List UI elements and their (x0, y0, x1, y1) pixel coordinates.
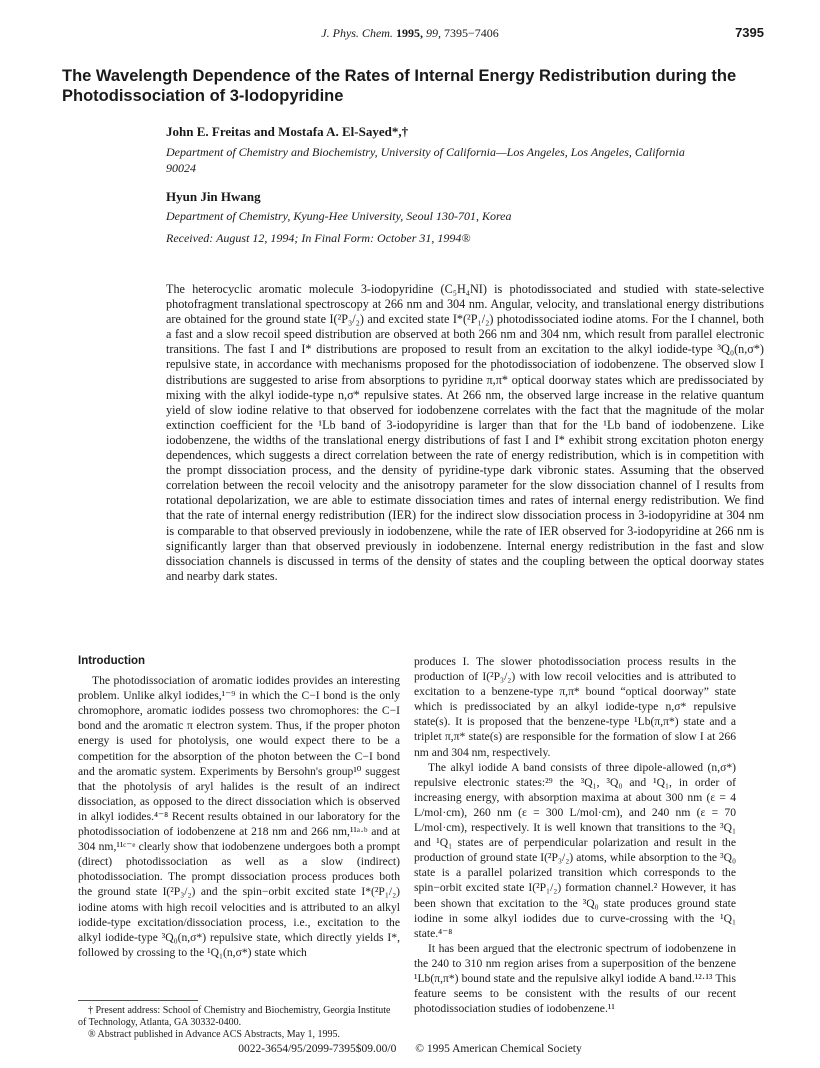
journal-name: J. Phys. Chem. (321, 26, 393, 40)
paragraph: The photodissociation of aromatic iodides provides an interesting problem. Unlike alkyl iodides,¹⁻⁹ in which the C−I bond is the only chromophore, aromatic iodides possess two chromophores: the C−I bond and the aromatic π electron system. Thus, if the proper photon energy is used for photolysis, one would expect there to be a competition for the absorption of the photon between the C−I bond and the aromatic system. Experiments by Bersohn's group¹⁰ suggest that the photolysis of aryl halides is the result of an indirect dissociation, as opposed to the direct dissociation which is observed in alkyl iodides.⁴⁻⁸ Recent results obtained in our laboratory for the photodissociation of iodobenzene at 218 nm and 266 nm,¹¹ᵃ·ᵇ and at 304 nm,¹¹ᶜ⁻ᵉ clearly show that iodobenzene undergoes both a prompt (direct) photodissociation as well as a slow (indirect) photodissociation. The prompt dissociation process produces both the ground state I(²P₃/₂) and the spin−orbit excited state I*(²P₁/₂) iodine atoms with high recoil velocities and is attributed to an alkyl iodide-type excitation/dissociation process, i.e., excitation to the alkyl iodide-type ³Q₀(n,σ*) repulsive state, which directly yields I*, followed by crossing to the ¹Q₁(n,σ*) state which (78, 674, 400, 959)
right-column (414, 654, 736, 1016)
received-dates: Received: August 12, 1994; In Final Form: October 31, 1994® (166, 231, 471, 245)
journal-pages: 7395−7406 (443, 26, 499, 40)
copyright: © 1995 American Chemical Society (415, 1043, 582, 1055)
abstract: The heterocyclic aromatic molecule 3-iodopyridine (C₅H₄NI) is photodissociated and studied with state-selective photofragment translational spectroscopy at 266 nm and 304 nm. Angular, velocity, and translational energy distributions are obtained for the ground state I(²P₃/₂) and excited state I*(²P₁/₂) photodissociated iodine atoms. For the I channel, both a fast and a slow recoil speed distribution are observed at both 266 nm and 304 nm, which result from parallel electronic transitions. The fast I and I* distributions are proposed to result from an excitation to the alkyl iodide-type ³Q₀(n,σ*) repulsive state, in accordance with mechanisms proposed for the photodissociation of iodobenzene. The observed slow I distributions are suggested to arise from absorptions to pyridine π,π* optical doorway states which are predissociated by mixing with the alkyl iodide-type n,σ* repulsive states. At 266 nm, the observed large increase in the relative quantum yield of slow iodine relative to that observed for iodobenzene correlates with the fact that the magnitude of the molar extinction coefficient for the ¹Lb band of 3-iodopyridine is larger than that for the ¹Lb band of iodobenzene. Like iodobenzene, the widths of the translational energy distributions of fast I and I* exhibit strong excitation photon energy dependences, which suggests a direct correlation between the rate of energy redistribution, which is in competition with the prompt dissociation process, and the density of pyridine-type dark vibronic states. Assuming that the observed correlation between the recoil velocity and the anisotropy parameter for the slow dissociation channel of I results from rotational depolarization, we are able to estimate dissociation times and rates of internal energy redistribution. We find that the rate of internal energy redistribution (IER) for the indirect slow dissociation process in 3-iodopyridine at 304 nm is comparable to that observed previously in iodobenzene, while the rate of IER observed for 3-iodopyridine at 266 nm is significantly larger than that observed previously in iodobenzene. Internal energy redistribution in the fast and slow dissociation channels is discussed in terms of the density of states and the coupling between the optical doorway states and nearby dark states. (166, 282, 764, 583)
article-code: 0022-3654/95/2099-7395$09.00/0 (238, 1043, 397, 1055)
author-line-2: Hyun Jin Hwang (166, 189, 261, 204)
introduction-heading: Introduction (78, 655, 146, 667)
footnote: † Present address: School of Chemistry and Biochemistry, Georgia Institute of Technology, Atlanta, GA 30332-0400. (78, 1005, 391, 1028)
left-column (78, 654, 400, 960)
page-number: 7395 (735, 25, 764, 40)
affiliation-2: Department of Chemistry, Kyung-Hee University, Seoul 130-701, Korea (166, 209, 512, 223)
paragraph: produces I. The slower photodissociation process results in the production of I(²P₃/₂) with low recoil velocities and is attributed to excitation to a benzene-type π,π* bound “optical doorway” state which is predissociated by an alkyl iodide-type n,σ* repulsive state(s). It is proposed that the benzene-type ¹Lb(π,π*) state and a triplet π,π* state(s) are responsible for the formation of slow I at 266 nm and 304 nm, respectively. (414, 655, 736, 759)
paragraph: The alkyl iodide A band consists of three dipole-allowed (n,σ*) repulsive electronic states:²⁹ the ³Q₁, ³Q₀ and ¹Q₁, in order of increasing energy, with absorption maxima at about 300 nm (ε = 4 L/mol·cm), 260 nm (ε = 300 L/mol·cm), and 240 nm (ε = 70 L/mol·cm), respectively. It is well known that transitions to the ³Q₁ and ¹Q₁ states are of perpendicular polarization and result in the production of ground state I(²P₃/₂) atoms, while absorption to the ³Q₀ state is a parallel polarized transition which corresponds to the spin−orbit excited state I(²P₁/₂) formation channel.² However, it has been shown that excitation to the ³Q₀ state produces ground state iodine in some alkyl iodides due to curve-crossing with the ¹Q₁ state.⁴⁻⁸ (414, 760, 736, 940)
author-line-1: John E. Freitas and Mostafa A. El-Sayed*,† (166, 124, 409, 139)
footnote-rule (78, 1000, 198, 1001)
paragraph: It has been argued that the electronic spectrum of iodobenzene in the 240 to 310 nm region arises from a superposition of the benzene ¹Lb(π,π*) bound state and the repulsive alkyl iodide A band.¹²·¹³ This feature seems to be consistent with the results of our recent photodissociation studies of iodobenzene.¹¹ (414, 941, 736, 1016)
running-head (0, 26, 820, 41)
journal-year: 1995, (395, 26, 423, 40)
journal-volume: 99, (425, 26, 441, 40)
page-footer (0, 1043, 820, 1055)
affiliation-1: Department of Chemistry and Biochemistry, University of California—Los Angeles, Los Angeles, California 90024 (166, 145, 685, 175)
footnotes (78, 1000, 400, 1041)
article-title: The Wavelength Dependence of the Rates of Internal Energy Redistribution during the Photodissociation of 3-Iodopyridine (62, 67, 737, 105)
footnote: ® Abstract published in Advance ACS Abstracts, May 1, 1995. (88, 1029, 341, 1040)
